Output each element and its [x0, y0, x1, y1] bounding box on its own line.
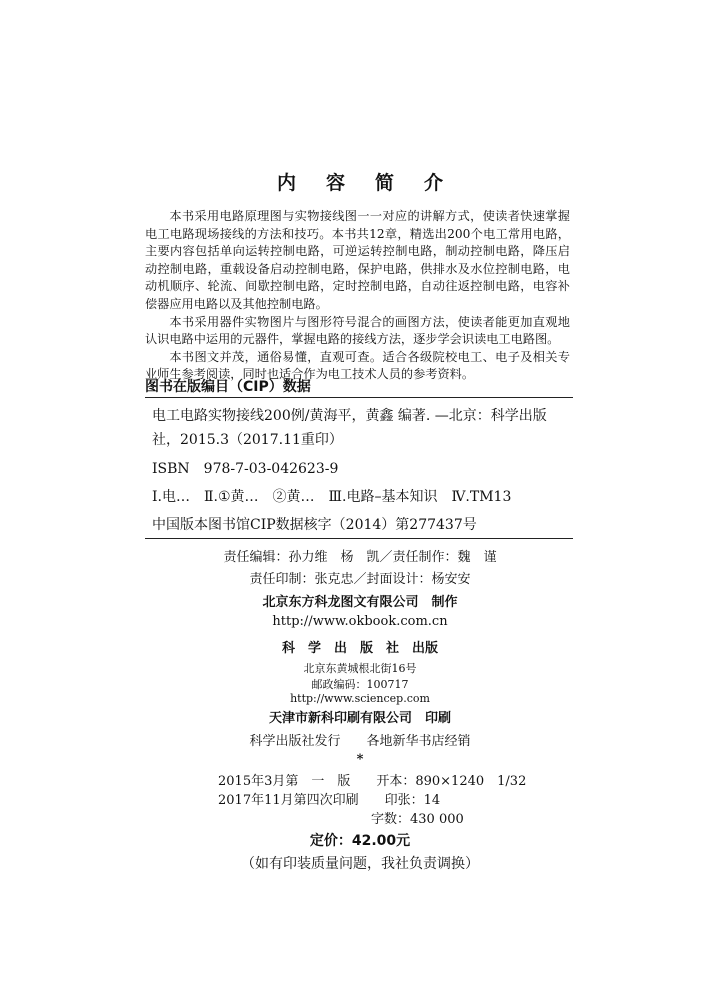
cip-bib-line: 电工电路实物接线200例/黄海平，黄鑫 编著. —北京：科学出版社，2015.3（2017.11重印）: [152, 408, 547, 448]
credits-postcode: 邮政编码：100717: [311, 678, 409, 691]
credits-editors: 责任编辑：孙力维 杨 凯／责任制作：魏 谨: [223, 550, 497, 565]
separator-asterisk: *: [356, 752, 364, 767]
credits-distribution: 科学出版社发行 各地新华书店经销: [249, 734, 471, 749]
page-title: 内容简介: [276, 172, 473, 194]
credits-producer: 北京东方科龙图文有限公司 制作: [262, 595, 458, 610]
credits-printer: 天津市新科印刷有限公司 印刷: [268, 711, 451, 726]
credits-publisher: 科 学 出 版 社 出版: [281, 641, 438, 656]
print-info-wordcount: 字数：430 000: [371, 812, 464, 827]
print-info-edition: 2015年3月第 一 版 开本：890×1240 1/32: [218, 774, 527, 789]
cip-classification: Ⅰ.电… Ⅱ.①黄… ②黄… Ⅲ.电路–基本知识 Ⅳ.TM13: [152, 489, 512, 505]
cip-heading: 图书在版编目（CIP）数据: [145, 379, 311, 395]
print-info-printing: 2017年11月第四次印刷 印张：14: [218, 793, 441, 808]
quality-notice: （如有印装质量问题，我社负责调换）: [241, 856, 479, 872]
intro-paragraph: 本书图文并茂，通俗易懂，直观可查。适合各级院校电工、电子及相关专业师生参考阅读，同时也适合作为电工技术人员的参考资料。: [145, 349, 570, 382]
intro-section: [145, 208, 570, 384]
credits-producer-url: http://www.okbook.com.cn: [272, 614, 448, 629]
cip-bottom-rule: [145, 538, 573, 539]
credits-address: 北京东黄城根北街16号: [303, 662, 417, 675]
price: 定价：42.00元: [309, 833, 411, 849]
cip-number: 中国版本图书馆CIP数据核字（2014）第277437号: [152, 517, 477, 533]
cip-top-rule: [145, 397, 573, 398]
credits-publisher-url: http://www.sciencep.com: [290, 692, 430, 705]
credits-print-design: 责任印制：张克忠／封面设计：杨安安: [249, 572, 471, 587]
intro-paragraph: 本书采用电路原理图与实物接线图一一对应的讲解方式，使读者快速掌握电工电路现场接线的方法和技巧。本书共12章，精选出200个电工常用电路，主要内容包括单向运转控制电路，可逆运转控制电路，制动控制电路，降压启动控制电路，重载设备启动控制电路，保护电路，供排水及水位控制电路，电动机顺序、轮流、间歇控制电路，定时控制电路，自动往返控制电路，电容补偿器应用电路以及其他控制电路。: [145, 209, 570, 311]
intro-paragraph: 本书采用器件实物图片与图形符号混合的画图方法，使读者能更加直观地认识电路中运用的元器件，掌握电路的接线方法，逐步学会识读电工电路图。: [145, 314, 570, 347]
cip-isbn: ISBN 978-7-03-042623-9: [152, 461, 339, 477]
